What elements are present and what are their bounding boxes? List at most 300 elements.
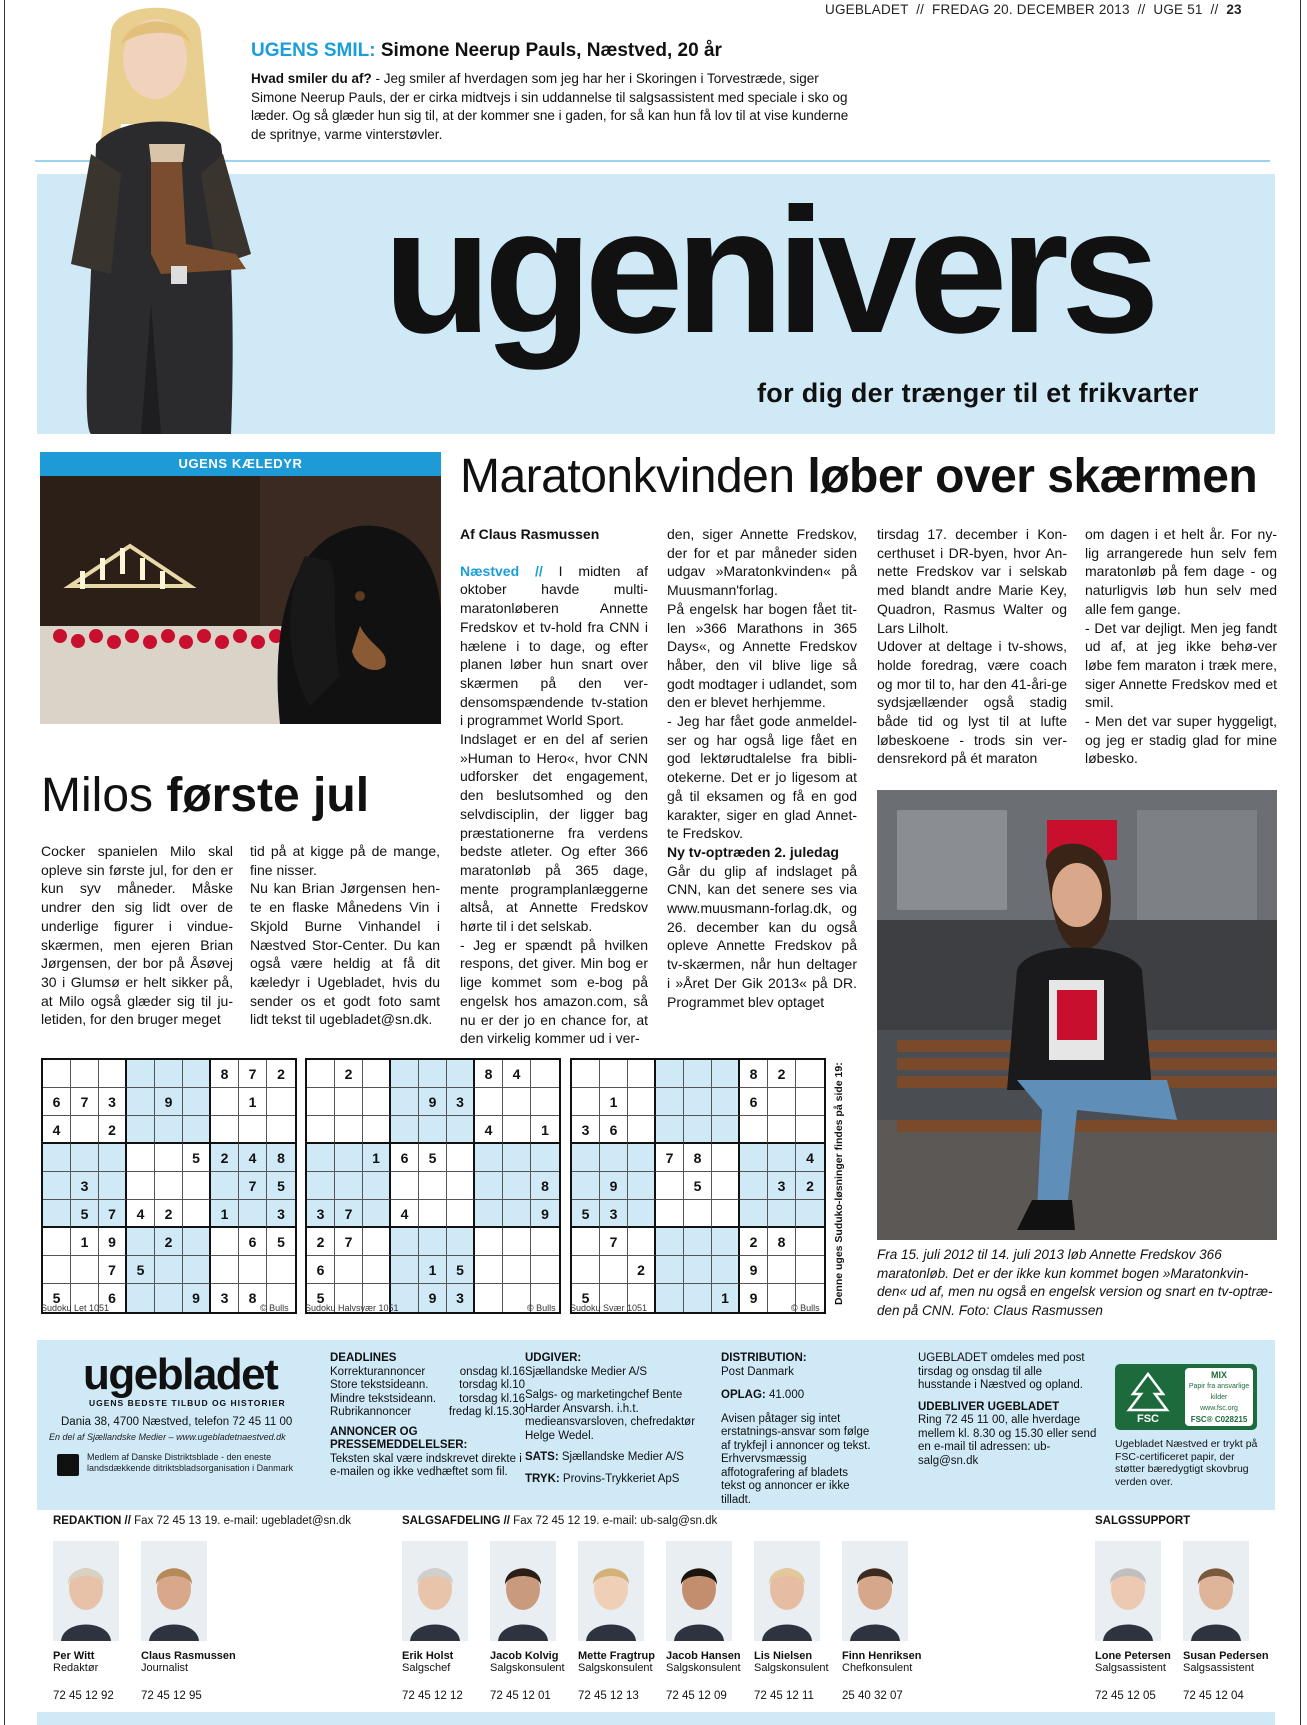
sudoku-cell: 4: [475, 1116, 503, 1144]
address-note: En del af Sjællandske Medier – www.ugebladetnaestved.dk: [49, 1432, 286, 1442]
sudoku-cell: 2: [211, 1144, 239, 1172]
deadlines-block: [330, 1352, 530, 1480]
kaeledyr-title-bold: første jul: [166, 769, 370, 822]
sudoku-cell: 9: [740, 1256, 768, 1284]
sudoku-cell: 3: [267, 1200, 295, 1228]
staff-member: [754, 1541, 840, 1702]
sudoku-cell: [712, 1144, 740, 1172]
sudoku-cell: 3: [71, 1172, 99, 1200]
sudoku-cell: [768, 1116, 796, 1144]
bottom-bar: [37, 1712, 1275, 1725]
article-col-2: [667, 525, 857, 1011]
staff-phone: 72 45 12 05: [1095, 1690, 1156, 1702]
sudoku-cell: [43, 1060, 71, 1088]
distribution-heading: DISTRIBUTION:: [721, 1352, 807, 1364]
sudoku-cell: [628, 1116, 656, 1144]
staff-role: Salgskonsulent: [578, 1662, 653, 1674]
sudoku-cell: [267, 1256, 295, 1284]
sudoku-cell: [155, 1144, 183, 1172]
tryk-heading: TRYK:: [525, 1472, 560, 1485]
sudoku-cell: [796, 1116, 824, 1144]
sudoku-cell: [628, 1172, 656, 1200]
annoncer-heading: ANNONCER OG PRESSEMEDDELELSER:: [330, 1425, 468, 1451]
sudoku-cell: 2: [307, 1228, 335, 1256]
sudoku-cell: [796, 1256, 824, 1284]
article-byline: Af Claus Rasmussen: [460, 526, 600, 542]
sudoku-cell: 2: [155, 1228, 183, 1256]
sudoku-cell: [71, 1116, 99, 1144]
sudoku-cell: [796, 1088, 824, 1116]
deadline-time: onsdag kl.16: [459, 1365, 525, 1378]
issue-week: UGE 51: [1153, 2, 1203, 17]
staff-phone: 72 45 12 09: [666, 1690, 727, 1702]
sudoku-cell: [656, 1200, 684, 1228]
sudoku-cell: [572, 1144, 600, 1172]
omdeling-text: UGEBLADET omdeles med post tirsdag og onsdag til alle husstande i Næstved og opland.: [918, 1352, 1085, 1391]
staff-photo: [490, 1541, 556, 1641]
sudoku-cell: 9: [531, 1200, 559, 1228]
sudoku-cell: 7: [99, 1200, 127, 1228]
deadline-item: Rubrikannoncer: [330, 1406, 412, 1418]
sudoku-cell: 8: [211, 1060, 239, 1088]
sudoku-cell: 4: [127, 1200, 155, 1228]
staff-name: Lone Petersen: [1095, 1650, 1171, 1662]
issue-date: FREDAG 20. DECEMBER 2013: [932, 2, 1130, 17]
sudoku-cell: 5: [572, 1284, 600, 1312]
sudoku-cell: 1: [419, 1256, 447, 1284]
sudoku-cell: 8: [475, 1060, 503, 1088]
sudoku-cell: 5: [684, 1172, 712, 1200]
staff-member: [490, 1541, 576, 1702]
sudoku-cell: [43, 1228, 71, 1256]
deadline-time: torsdag kl.16: [459, 1392, 525, 1405]
staff-photo: [666, 1541, 732, 1641]
newspaper-page: [4, 0, 1301, 1725]
staff-member: [666, 1541, 752, 1702]
sudoku-cell: [183, 1088, 211, 1116]
sudoku-cell: [391, 1228, 419, 1256]
sudoku-cell: 7: [71, 1088, 99, 1116]
section-title: ugenivers: [383, 171, 1152, 370]
article-col-2-text-b: Går du glip af indslaget på CNN, kan det senere ses via www.muusmann-forlag.dk, og 26. december kan du også opleve Annette Fredskov på tv-skærmen, når hun deltager i »Året Der Gik 2013« på DR. Programmet blev optaget: [667, 862, 857, 1010]
sudoku-cell: [267, 1088, 295, 1116]
sudoku-solution-note: Denne uges Suduko-løsninger findes på side 19:: [833, 1062, 845, 1305]
sudoku-cell: [475, 1088, 503, 1116]
sudoku-cell: [656, 1228, 684, 1256]
sudoku-cell: 2: [796, 1172, 824, 1200]
sudoku-cell: [684, 1088, 712, 1116]
runner-photo: [877, 790, 1277, 1240]
sudoku-cell: 4: [503, 1060, 531, 1088]
sudoku-cell: [155, 1060, 183, 1088]
sudoku-cell: [656, 1256, 684, 1284]
sudoku-cell: 4: [391, 1200, 419, 1228]
sudoku-cell: [99, 1060, 127, 1088]
support-label: SALGSSUPPORT: [1095, 1515, 1191, 1527]
sudoku-cell: [267, 1116, 295, 1144]
sudoku-cell: [155, 1284, 183, 1312]
sudoku-cell: [307, 1144, 335, 1172]
sudoku-cell: [796, 1200, 824, 1228]
staff-photo: [842, 1541, 908, 1641]
sudoku-cell: 3: [99, 1088, 127, 1116]
sudoku-cell: 6: [391, 1144, 419, 1172]
sudoku-cell: [740, 1200, 768, 1228]
staff-phone: 72 45 12 95: [141, 1690, 202, 1702]
sudoku-cell: [656, 1172, 684, 1200]
separator: //: [916, 2, 925, 17]
sudoku-cell: [447, 1228, 475, 1256]
udgiver-block: [525, 1352, 705, 1486]
sudoku-cell: [183, 1060, 211, 1088]
sudoku-cell: 1: [531, 1116, 559, 1144]
staff-name: Jacob Hansen: [666, 1650, 741, 1662]
oplag-heading: OPLAG:: [721, 1389, 766, 1401]
deadlines-heading: DEADLINES: [330, 1352, 397, 1364]
publication-name: UGEBLADET: [825, 2, 909, 17]
sudoku-cell: [335, 1144, 363, 1172]
sudoku-cell: [183, 1116, 211, 1144]
staff-member: [1095, 1541, 1181, 1702]
sudoku-cell: [363, 1256, 391, 1284]
sudoku-cell: [628, 1144, 656, 1172]
sudoku-cell: 3: [447, 1284, 475, 1312]
smil-label: UGENS SMIL:: [251, 40, 376, 61]
ansvar-text: Avisen påtager sig intet erstatnings-ansvar som følge af trykfejl i annoncer og tekst. Erhvervsmæssig affotografering af bladets tekst og annoncer er ikke tilladt.: [721, 1412, 871, 1506]
sudoku-cell: [656, 1088, 684, 1116]
sudoku-cell: [503, 1228, 531, 1256]
sudoku-cell: [43, 1172, 71, 1200]
fsc-mix-label: [1185, 1368, 1253, 1426]
sudoku-cell: [796, 1060, 824, 1088]
staff-role: Chefkonsulent: [842, 1662, 913, 1674]
annoncer-text: Teksten skal være indskrevet direkte i e-mailen og ikke vedhæftet som fil.: [330, 1452, 522, 1478]
sudoku-cell: 9: [600, 1172, 628, 1200]
sudoku-cell: 9: [740, 1284, 768, 1312]
support-heading: [1095, 1515, 1190, 1527]
sudoku-cell: [600, 1144, 628, 1172]
article-lead: [460, 562, 648, 730]
sudoku-cell: 6: [239, 1228, 267, 1256]
sudoku-cell: 5: [307, 1284, 335, 1312]
staff-name: Erik Holst: [402, 1650, 454, 1662]
staff-photo: [53, 1541, 119, 1641]
sudoku-cell: [503, 1256, 531, 1284]
deadline-row: [330, 1406, 525, 1420]
sudoku-cell: 6: [43, 1088, 71, 1116]
smil-photo: [51, 4, 271, 434]
sudoku-cell: [768, 1256, 796, 1284]
sudoku-cell: 7: [99, 1256, 127, 1284]
fsc-paper: Papir fra ansvarlige kilder: [1188, 1383, 1250, 1401]
sudoku-cell: [447, 1060, 475, 1088]
staff-member: [402, 1541, 488, 1702]
sudoku-label: Sudoku Let 1051: [41, 1303, 110, 1313]
sudoku-cell: 3: [600, 1200, 628, 1228]
deadline-item: Korrekturannoncer: [330, 1365, 426, 1378]
staff-role: Salgsassistent: [1183, 1662, 1254, 1674]
sudoku-cell: [71, 1144, 99, 1172]
sudoku-cell: [475, 1228, 503, 1256]
sudoku-cell: 2: [740, 1228, 768, 1256]
sudoku-medium: [305, 1058, 561, 1314]
sudoku-cell: 1: [239, 1088, 267, 1116]
sudoku-cell: [475, 1172, 503, 1200]
sudoku-cell: 1: [363, 1144, 391, 1172]
sudoku-cell: 2: [267, 1060, 295, 1088]
fsc-mix: MIX: [1210, 1370, 1227, 1380]
sudoku-cell: [335, 1116, 363, 1144]
sudoku-cell: [503, 1088, 531, 1116]
staff-phone: 25 40 32 07: [842, 1690, 903, 1702]
sudoku-cell: [572, 1228, 600, 1256]
kaeledyr-label: UGENS KÆLEDYR: [40, 452, 441, 476]
staff-role: Salgschef: [402, 1662, 451, 1674]
sudoku-cell: [531, 1228, 559, 1256]
staff-photo: [141, 1541, 207, 1641]
fsc-text: Ugebladet Næstved er trykt på FSC-certificeret papir, der støtter bæredygtigt skovbrug verden over.: [1115, 1438, 1258, 1488]
sudoku-cell: 6: [307, 1256, 335, 1284]
sudoku-cell: [572, 1172, 600, 1200]
sudoku-grid: [307, 1060, 559, 1312]
kaeledyr-col-1: Cocker spanielen Milo skal opleve sin første jul, for den er kun syv måneder. Måske undrer den sig lidt over de underlige figurer i vindue-skærmen, men ejeren Brian Jørgensen, der bor på Åsøvej 30 i Glumsø er helt sikker på, at Milo også glæder sig til ju-letiden, for den bruger meget: [41, 843, 233, 1028]
sudoku-cell: [43, 1144, 71, 1172]
sudoku-cell: [712, 1228, 740, 1256]
sudoku-cell: [211, 1172, 239, 1200]
sudoku-cell: [768, 1200, 796, 1228]
sudoku-cell: 6: [99, 1284, 127, 1312]
sudoku-cell: [307, 1060, 335, 1088]
udgiver-text: Sjællandske Medier A/S: [525, 1365, 648, 1378]
tryk-text: Provins-Trykkeriet ApS: [562, 1472, 680, 1485]
sudoku-cell: [684, 1060, 712, 1088]
sudoku-cell: [796, 1228, 824, 1256]
staff-phone: 72 45 12 13: [578, 1690, 639, 1702]
staff-phone: 72 45 12 11: [754, 1690, 814, 1702]
sudoku-cell: 5: [43, 1284, 71, 1312]
salg-info: Fax 72 45 12 19. e-mail: ub-salg@sn.dk: [509, 1515, 718, 1527]
separator: //: [1210, 2, 1219, 17]
sudoku-cell: [628, 1088, 656, 1116]
staff-photo: [754, 1541, 820, 1641]
sudoku-cell: 4: [43, 1116, 71, 1144]
sudoku-hard: [570, 1058, 826, 1314]
kaeledyr-title-light: Milos: [41, 769, 167, 822]
sudoku-cell: [363, 1088, 391, 1116]
article-col-4: om dagen i et helt år. For ny-lig arrangerede hun selv fem maratonløb på fem dage - og naturligvis løb hun selv med alle fem gange. - Det var dejligt. Men jeg fandt ud af, at jeg ikke behø-ver løbe fem maraton i træk mere, siger Annette Fredskov med et smil. - Men det var super hyggeligt, og jeg er stadig glad for mine løbesko.: [1085, 526, 1277, 767]
kaeledyr-title: [41, 768, 369, 823]
staff-name: Per Witt: [53, 1650, 95, 1662]
fsc-tree-icon: [1123, 1370, 1173, 1424]
sudoku-cell: [307, 1116, 335, 1144]
sudoku-cell: [419, 1200, 447, 1228]
sudoku-cell: [391, 1088, 419, 1116]
sudoku-cell: [740, 1144, 768, 1172]
sudoku-cell: 8: [531, 1172, 559, 1200]
staff-role: Redaktør: [53, 1662, 99, 1674]
sudoku-cell: 5: [183, 1144, 211, 1172]
sudoku-cell: 9: [155, 1088, 183, 1116]
article-col-3: tirsdag 17. december i Kon-certhuset i DR-byen, hvor An-nette Fredskov var i selskab med blandt andre Marie Key, Quadron, Rasmus Walter og Lars Lilholt. Udover at deltage i tv-shows, holde foredrag, være coach og mor til to, har den 41-åri-ge sydsjællænder også stadig både tid og lyst til at lufte løbeskoene - trods sin ver-densrekord på ét maraton: [877, 526, 1067, 767]
smil-heading: [251, 40, 722, 62]
sudoku-cell: [684, 1284, 712, 1312]
sudoku-cell: 6: [740, 1088, 768, 1116]
sudoku-cell: 7: [600, 1228, 628, 1256]
staff-phone: 72 45 12 01: [490, 1690, 551, 1702]
sudoku-cell: 5: [71, 1200, 99, 1228]
sudoku-cell: [768, 1088, 796, 1116]
sudoku-cell: 7: [335, 1228, 363, 1256]
deadlines-list: [330, 1366, 530, 1420]
sudoku-cell: [99, 1172, 127, 1200]
article-title: [460, 449, 1257, 504]
sudoku-cell: [684, 1228, 712, 1256]
article-title-bold: løber over skærmen: [807, 450, 1258, 503]
sudoku-cell: [211, 1116, 239, 1144]
sudoku-cell: 5: [267, 1172, 295, 1200]
sudoku-cell: 2: [628, 1256, 656, 1284]
sudoku-cell: 2: [768, 1060, 796, 1088]
salg-heading: [402, 1515, 717, 1527]
redaktion-info: Fax 72 45 13 19. e-mail: ugebladet@sn.dk: [130, 1515, 352, 1527]
redaktion-label: REDAKTION //: [53, 1515, 131, 1527]
sudoku-cell: 3: [572, 1116, 600, 1144]
sudoku-cell: [335, 1172, 363, 1200]
sudoku-cell: [363, 1200, 391, 1228]
staff-member: [578, 1541, 664, 1702]
staff-name: Susan Pedersen: [1183, 1650, 1269, 1662]
sudoku-cell: [628, 1060, 656, 1088]
sudoku-cell: [183, 1172, 211, 1200]
fsc-site: www.fsc.org: [1200, 1405, 1238, 1412]
sudoku-cell: 9: [183, 1284, 211, 1312]
sudoku-credit: © Bulls: [791, 1303, 820, 1313]
deadline-row: [330, 1366, 525, 1380]
page-number: 23: [1226, 2, 1242, 17]
sudoku-cell: [475, 1200, 503, 1228]
sudoku-cell: [600, 1256, 628, 1284]
sats-heading: SATS:: [525, 1451, 559, 1463]
sudoku-cell: 5: [572, 1200, 600, 1228]
article-place: Næstved //: [460, 562, 543, 579]
sudoku-cell: 9: [99, 1228, 127, 1256]
staff-member: [1183, 1541, 1269, 1702]
sudoku-cell: 8: [740, 1060, 768, 1088]
sudoku-cell: [307, 1088, 335, 1116]
kaeledyr-box: [40, 452, 441, 724]
staff-name: Claus Rasmussen: [141, 1650, 236, 1662]
sudoku-cell: 3: [307, 1200, 335, 1228]
redaktion-heading: [53, 1515, 351, 1527]
sudoku-cell: [363, 1060, 391, 1088]
sudoku-cell: 8: [684, 1144, 712, 1172]
sudoku-cell: [447, 1144, 475, 1172]
staff-member: [842, 1541, 928, 1702]
page-header: [825, 2, 1242, 17]
sudoku-cell: [572, 1088, 600, 1116]
deadline-time: fredag kl.15.30: [448, 1406, 525, 1418]
sudoku-cell: [391, 1256, 419, 1284]
sudoku-cell: 7: [335, 1200, 363, 1228]
sudoku-cell: 1: [712, 1284, 740, 1312]
deadline-item: Mindre tekstsideann.: [330, 1392, 437, 1405]
article-col-2-text: den, siger Annette Fredskov, der for et par måneder siden udgav »Maratonkvinden« på Muusmann'forlag. På engelsk har bogen fået tit-len »366 Marathons in 365 Days«, og Annette Fredskov håber, den vil blive lige så godt modtager i udlandet, som den er blevet herhjemme. - Jeg har fået gode anmeldel-ser og har også lige fået en god lektørudtalelse fra bibli-otekerne. Det er jo ligesom at gå til eksamen og få en god karakter, siger en glad Annet-te Fredskov.: [667, 526, 857, 842]
sudoku-cell: [127, 1284, 155, 1312]
sudoku-cell: [363, 1228, 391, 1256]
article-title-light: Maratonkvinden: [460, 450, 808, 503]
logo-tagline: UGENS BEDSTE TILBUD OG HISTORIER: [89, 1398, 286, 1408]
deadline-row: [330, 1393, 525, 1407]
sudoku-cell: [712, 1172, 740, 1200]
sudoku-cell: [684, 1116, 712, 1144]
sudoku-cell: [127, 1172, 155, 1200]
sudoku-cell: 8: [768, 1228, 796, 1256]
sudoku-cell: [475, 1284, 503, 1312]
kaeledyr-col-2: tid på at kigge på de mange, fine nisser. Nu kan Brian Jørgensen hen-te en flaske Månedens Vin i Skjold Burne Vinhandel i Næstved Stor-Center. Du kan også være heldig at få dit kæledyr i Ugebladet, hvis du sender os et godt foto samt lidt tekst til ugebladet@sn.dk.: [250, 843, 440, 1028]
photo-caption: Fra 15. juli 2012 til 14. juli 2013 løb Annette Fredskov 366 maratonløb. Det er der ikke kun kommet bogen »Maratonkvin-den« ud af, men nu også en engelsk version og snart en tv-optræ-den på CNN. Foto: Claus Rasmussen: [877, 1247, 1273, 1318]
udebliver-heading: UDEBLIVER UGEBLADET: [918, 1400, 1060, 1413]
sudoku-cell: [239, 1116, 267, 1144]
sudoku-cell: [239, 1256, 267, 1284]
sudoku-cell: [712, 1116, 740, 1144]
sudoku-cell: [712, 1200, 740, 1228]
sudoku-label: Sudoku Halvsvær 1051: [305, 1303, 399, 1313]
section-subtitle: for dig der trænger til et frikvarter: [757, 378, 1199, 408]
sudoku-cell: [183, 1200, 211, 1228]
staff-photo: [578, 1541, 644, 1641]
sudoku-cell: [531, 1256, 559, 1284]
sudoku-cell: [127, 1060, 155, 1088]
sudoku-cell: [391, 1172, 419, 1200]
sudoku-cell: [531, 1060, 559, 1088]
sudoku-cell: [183, 1256, 211, 1284]
sudoku-cell: 1: [600, 1088, 628, 1116]
sudoku-cell: 2: [155, 1200, 183, 1228]
sudoku-cell: 5: [267, 1228, 295, 1256]
sudoku-cell: [155, 1256, 183, 1284]
address: Dania 38, 4700 Næstved, telefon 72 45 11 00: [61, 1416, 293, 1428]
sudoku-cell: 7: [239, 1172, 267, 1200]
staff-role: Journalist: [141, 1662, 189, 1674]
sudoku-cell: 6: [600, 1116, 628, 1144]
staff-name: Lis Nielsen: [754, 1650, 813, 1662]
sudoku-cell: [531, 1144, 559, 1172]
sudoku-cell: [712, 1060, 740, 1088]
sudoku-cell: [503, 1200, 531, 1228]
sudoku-cell: 7: [239, 1060, 267, 1088]
sudoku-cell: [43, 1256, 71, 1284]
fsc-logo-text: FSC: [1137, 1413, 1159, 1424]
sudoku-cell: 4: [796, 1144, 824, 1172]
staff-phone: 72 45 12 92: [53, 1690, 114, 1702]
sudoku-cell: [447, 1116, 475, 1144]
sudoku-cell: 9: [419, 1284, 447, 1312]
sudoku-cell: [447, 1172, 475, 1200]
staff-phone: 72 45 12 12: [402, 1690, 463, 1702]
sudoku-cell: [391, 1060, 419, 1088]
sudoku-cell: [447, 1200, 475, 1228]
membership-note: Medlem af Danske Distriktsblade - den eneste landsdækkende ditriktsbladsorganisation i Danmark: [87, 1452, 294, 1473]
sudoku-cell: 2: [335, 1060, 363, 1088]
sudoku-cell: [628, 1228, 656, 1256]
deadline-item: Store tekstsideann.: [330, 1379, 429, 1391]
staff-role: Salgskonsulent: [754, 1662, 829, 1674]
sudoku-cell: [656, 1060, 684, 1088]
sudoku-cell: [503, 1172, 531, 1200]
sudoku-cell: [503, 1116, 531, 1144]
sudoku-cell: [740, 1116, 768, 1144]
sudoku-cell: [475, 1256, 503, 1284]
